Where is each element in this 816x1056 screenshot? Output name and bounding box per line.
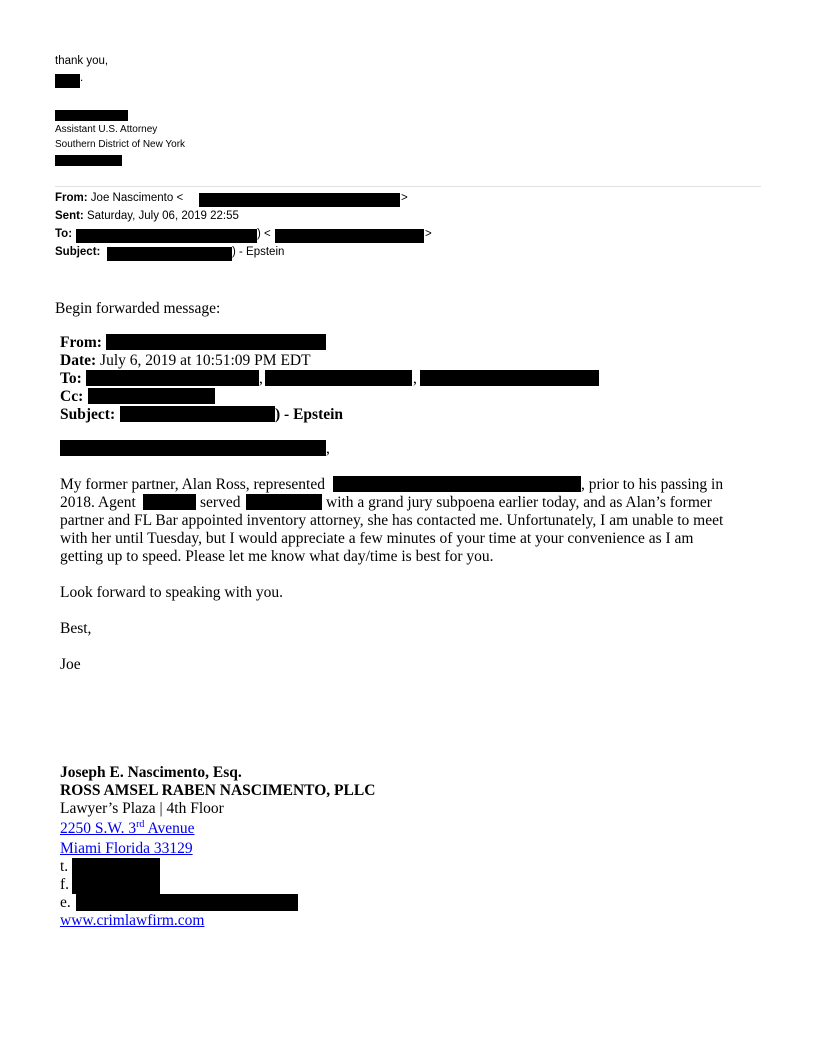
redaction-block bbox=[55, 110, 128, 121]
redaction-block bbox=[107, 247, 232, 261]
redaction-block bbox=[86, 370, 259, 386]
to-end: > bbox=[425, 228, 432, 240]
closing-period: . bbox=[80, 72, 84, 84]
fwd-cc-label: Cc: bbox=[60, 388, 84, 405]
website-link[interactable]: www.crimlawfirm.com bbox=[60, 912, 205, 929]
email-label: e. bbox=[60, 894, 71, 911]
sender-title: Assistant U.S. Attorney bbox=[55, 124, 158, 135]
header-divider bbox=[55, 186, 761, 187]
body-line: with her until Tuesday, but I would appreciate a few minutes of your time at your convenience as I am bbox=[60, 530, 694, 547]
redaction-block bbox=[76, 229, 257, 243]
phone-label: t. bbox=[60, 858, 69, 875]
fwd-subject-end: ) - Epstein bbox=[275, 406, 344, 423]
body-line: getting up to speed. Please let me know what day/time is best for you. bbox=[60, 548, 494, 565]
header-from-line bbox=[55, 192, 183, 204]
body-paragraph: Best, bbox=[60, 620, 92, 637]
body-paragraph: Joe bbox=[60, 656, 81, 673]
city-link[interactable]: Miami Florida 33129 bbox=[60, 840, 193, 857]
body-paragraph: Look forward to speaking with you. bbox=[60, 584, 283, 601]
redaction-block bbox=[88, 388, 215, 404]
signature-address-line2[interactable] bbox=[60, 840, 193, 858]
address-link[interactable]: 2250 S.W. 3rd Avenue bbox=[60, 819, 195, 837]
forward-intro: Begin forwarded message: bbox=[55, 300, 221, 317]
fwd-to-label: To: bbox=[60, 370, 82, 387]
redaction-block bbox=[60, 440, 326, 456]
fwd-date-label: Date: bbox=[60, 352, 97, 369]
redaction-block bbox=[265, 370, 412, 386]
redaction-block bbox=[275, 229, 424, 243]
header-sent-line bbox=[55, 210, 239, 222]
redaction-block bbox=[420, 370, 599, 386]
body-line: My former partner, Alan Ross, represented bbox=[60, 476, 325, 493]
from-label: From: bbox=[55, 192, 88, 204]
fwd-subject-label: Subject: bbox=[60, 406, 116, 423]
redaction-block bbox=[55, 74, 80, 88]
website[interactable] bbox=[60, 912, 204, 930]
signature-firm: ROSS AMSEL RABEN NASCIMENTO, PLLC bbox=[60, 782, 376, 799]
redaction-block bbox=[76, 894, 298, 911]
subject-label: Subject: bbox=[55, 246, 101, 258]
sender-district: Southern District of New York bbox=[55, 139, 186, 150]
closing-text: thank you, bbox=[55, 55, 109, 67]
sent-label: Sent: bbox=[55, 210, 84, 222]
sent-value: Saturday, July 06, 2019 22:55 bbox=[86, 210, 239, 222]
redaction-block bbox=[106, 334, 326, 350]
redaction-block bbox=[333, 476, 581, 492]
subject-end: ) - Epstein bbox=[232, 246, 285, 258]
redaction-block bbox=[143, 494, 196, 510]
redaction-block bbox=[72, 876, 160, 894]
to-label: To: bbox=[55, 228, 73, 240]
fwd-from-label: From: bbox=[60, 334, 102, 351]
fwd-to-comma: , bbox=[413, 370, 417, 387]
body-line: partner and FL Bar appointed inventory attorney, she has contacted me. Unfortunately, I am unable to meet bbox=[60, 512, 724, 529]
body-line: 2018. Agent bbox=[60, 494, 136, 511]
body-line: served bbox=[200, 494, 241, 511]
from-end: > bbox=[401, 192, 408, 204]
redaction-block bbox=[55, 155, 122, 166]
body-line: , prior to his passing in bbox=[581, 476, 724, 493]
redaction-block bbox=[246, 494, 322, 510]
signature-name: Joseph E. Nascimento, Esq. bbox=[60, 764, 242, 781]
body-line: with a grand jury subpoena earlier today, and as Alan’s former bbox=[326, 494, 712, 511]
redaction-block bbox=[199, 193, 400, 207]
to-mid: ) < bbox=[257, 228, 271, 240]
greeting-comma: , bbox=[326, 440, 330, 457]
fax-label: f. bbox=[60, 876, 70, 893]
redaction-block bbox=[72, 858, 160, 876]
fwd-date-line bbox=[60, 352, 311, 370]
fwd-to-comma: , bbox=[259, 370, 263, 387]
signature-address-line1[interactable] bbox=[60, 820, 195, 838]
from-name: Joe Nascimento < bbox=[90, 192, 184, 204]
signature-office: Lawyer’s Plaza | 4th Floor bbox=[60, 800, 224, 817]
redaction-block bbox=[120, 406, 275, 422]
fwd-date-value: July 6, 2019 at 10:51:09 PM EDT bbox=[100, 352, 311, 369]
